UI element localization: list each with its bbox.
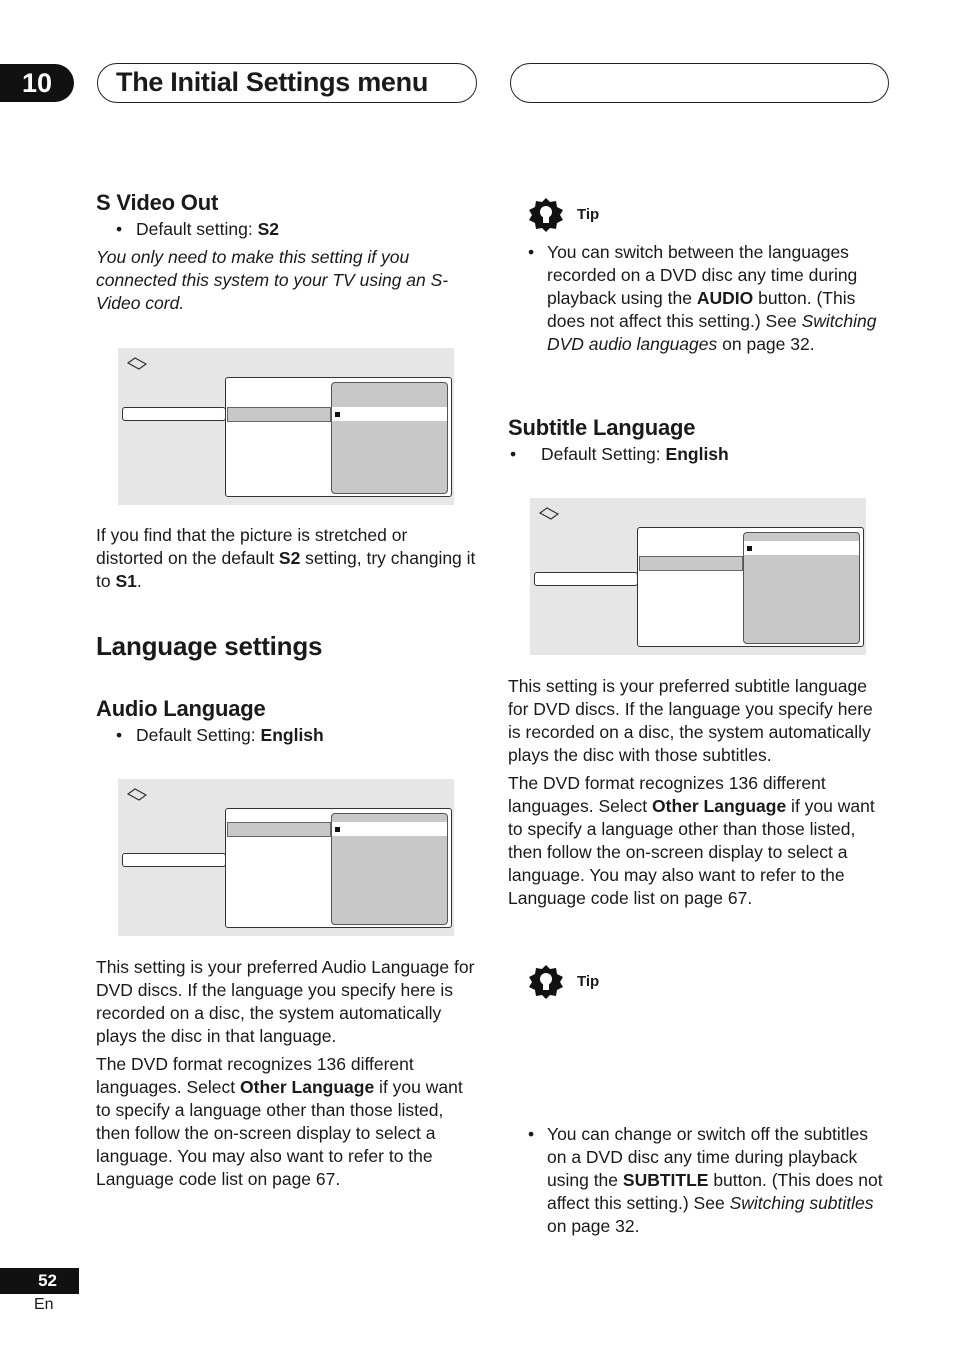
s-video-body: If you find that the picture is stretched or distorted on the default S2 setting, try changing it to S1. <box>96 525 476 591</box>
subtitle-language-heading: Subtitle Language <box>508 415 696 440</box>
subtitle-para-1: This setting is your preferred subtitle language for DVD discs. If the language you specify here is recorded on a disc, the system automatically plays the disc with those subtitles. <box>508 676 873 765</box>
osd-cursor-icon <box>335 412 340 417</box>
chapter-number: 10 <box>0 64 74 102</box>
osd-cursor-icon <box>335 827 340 832</box>
audio-default: • Default Setting: English <box>116 725 324 745</box>
tip-2-text: • You can change or switch off the subtitles on a DVD disc any time during playback using the SUBTITLE button. (This does not affect this setting.) See Switching subtitles on page 32. <box>528 1124 883 1236</box>
tip-1-label: Tip <box>577 206 600 223</box>
s-video-heading: S Video Out <box>96 190 219 215</box>
bullet-dot: • <box>528 242 535 262</box>
audio-language-heading: Audio Language <box>96 696 266 721</box>
osd-menu-bar <box>534 572 638 586</box>
audio-language-osd-screen <box>118 779 454 936</box>
osd-highlighted-option <box>332 822 447 836</box>
bullet-dot: • <box>528 1124 535 1144</box>
subtitle-language-osd-screen <box>530 498 866 655</box>
osd-selected-item <box>227 822 331 837</box>
audio-language-body <box>96 956 478 1191</box>
lightbulb-icon <box>528 197 564 233</box>
lightbulb-icon <box>528 964 564 1000</box>
osd-menu-bar <box>122 407 226 421</box>
disc-icon <box>127 788 147 801</box>
disc-icon <box>127 357 147 370</box>
osd-highlighted-option <box>332 407 447 421</box>
osd-menu-bar <box>122 853 226 867</box>
osd-cursor-icon <box>747 546 752 551</box>
subtitle-para-2: The DVD format recognizes 136 different languages. Select Other Language if you want to specify a language other than those listed, then follow the on-screen display to select a language. You may also want to refer to the Language code list on page 67. <box>508 773 875 908</box>
osd-selected-item <box>639 556 743 571</box>
s-video-default: • Default setting: S2 <box>116 219 280 239</box>
bullet-dot: • <box>116 725 123 745</box>
osd-selected-item <box>227 407 331 422</box>
s-video-default-value: S2 <box>257 219 280 239</box>
osd-options-list <box>331 382 448 494</box>
audio-para-2: The DVD format recognizes 136 different languages. Select Other Language if you want to specify a language other than those listed, then follow the on-screen display to select a language. You may also want to refer to the Language code list on page 67. <box>96 1054 463 1189</box>
s-video-note: You only need to make this setting if you connected this system to your TV using an S-Video cord. <box>96 247 449 313</box>
disc-icon <box>539 507 559 520</box>
s-video-osd-screen <box>118 348 454 505</box>
s-video-section <box>96 189 476 315</box>
bullet-dot: • <box>510 444 517 464</box>
bullet-dot: • <box>116 219 123 239</box>
subtitle-default-value: English <box>665 444 729 464</box>
audio-default-value: English <box>260 725 324 745</box>
audio-language-section <box>96 695 476 747</box>
page-language: En <box>34 1296 54 1313</box>
chapter-title: The Initial Settings menu <box>97 63 477 103</box>
language-settings-heading: Language settings <box>96 631 323 661</box>
subtitle-language-body <box>508 675 890 910</box>
subtitle-language-section <box>508 414 888 466</box>
osd-highlighted-option <box>744 541 859 555</box>
subtitle-default: • Default Setting: English <box>510 444 729 464</box>
page-number: 52 <box>0 1268 79 1294</box>
audio-para-1: This setting is your preferred Audio Language for DVD discs. If the language you specify here is recorded on a disc, the system automatically plays the disc in that language. <box>96 957 475 1046</box>
tip-1-text: • You can switch between the languages recorded on a DVD disc any time during playback using the AUDIO button. (This does not affect this setting.) See Switching DVD audio languages on page 32. <box>528 242 877 354</box>
tip-2-label: Tip <box>577 973 600 990</box>
header-blank-tab <box>510 63 889 103</box>
